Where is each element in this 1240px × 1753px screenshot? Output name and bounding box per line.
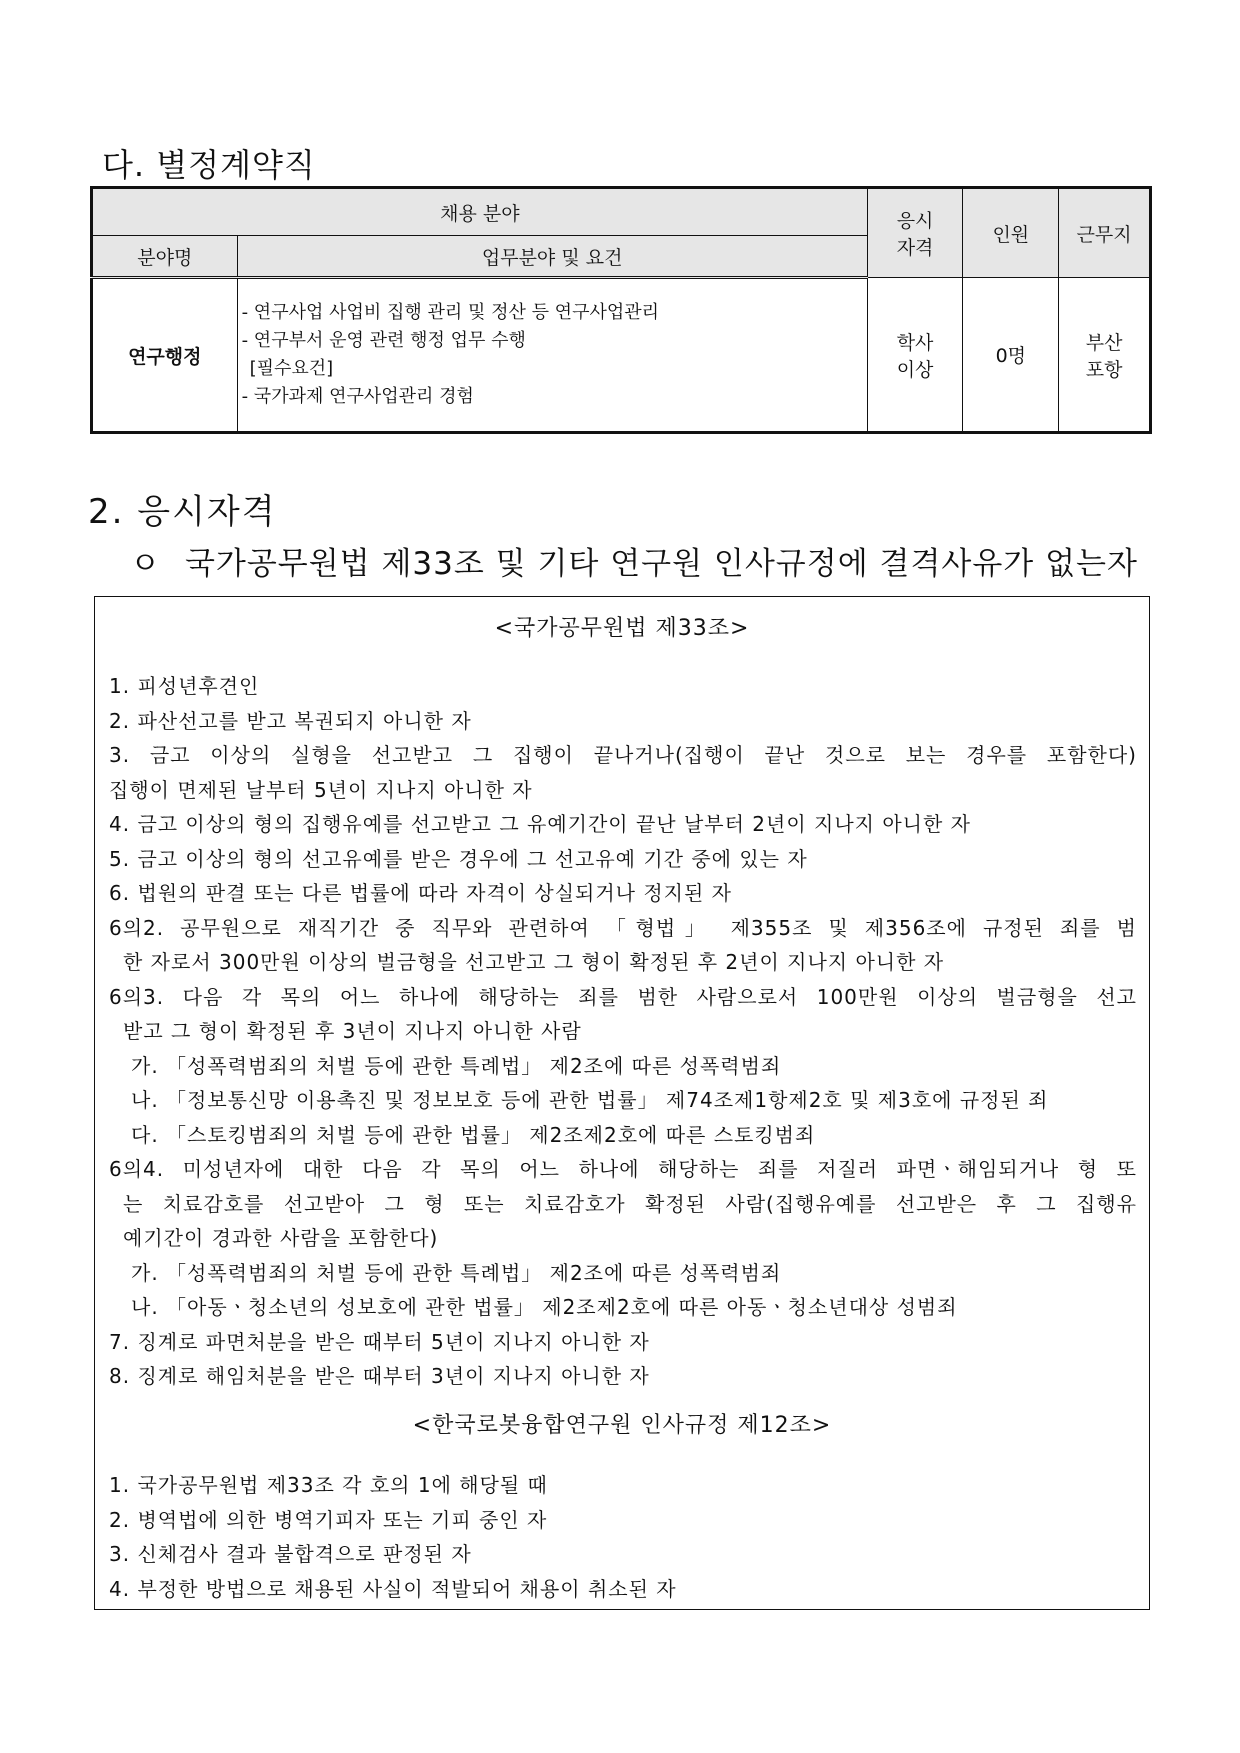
list-item: 6의3. 다음 각 목의 어느 하나에 해당하는 죄를 범한 사람으로서 100만원 이상의 벌금형을 선고 — [109, 984, 1137, 1009]
header-field-name: 분야명 — [92, 236, 238, 278]
regulation-item-list — [109, 1468, 1137, 1606]
list-item: 8. 징계로 해임처분을 받은 때부터 3년이 지나지 아니한 자 — [109, 1364, 650, 1388]
list-item: 4. 부정한 방법으로 채용된 사실이 적발되어 채용이 취소된 자 — [109, 1576, 677, 1601]
list-item: 6의4. 미성년자에 대한 다음 각 목의 어느 하나에 해당하는 죄를 저질러 파면ㆍ해임되거나 형 또 — [109, 1157, 1137, 1181]
list-item: 6의2. 공무원으로 재직기간 중 직무와 관련하여 「형법」 제355조 및 제356조에 규정된 죄를 범 — [109, 915, 1137, 940]
location-cell — [1059, 278, 1151, 433]
list-item: 다. 「스토킹범죄의 처벌 등에 관한 법률」 제2조제2호에 따른 스토킹범죄 — [131, 1122, 816, 1147]
header-location: 근무지 — [1059, 188, 1151, 278]
qualification-cell — [867, 278, 963, 433]
field-name-cell: 연구행정 — [92, 278, 238, 433]
list-item: 7. 징계로 파면처분을 받은 때부터 5년이 지나지 아니한 자 — [109, 1329, 650, 1354]
duty-line: - 연구부서 운영 관련 행정 업무 수행 — [241, 330, 526, 351]
duty-line: - 국가과제 연구사업관리 경험 — [241, 386, 474, 407]
law-title-public-officials-act: <국가공무원법 제33조> — [494, 616, 750, 641]
list-item: 는 치료감호를 선고받아 그 형 또는 치료감호가 확정된 사람(집행유예를 선고받은 후 그 집행유 — [123, 1191, 1137, 1216]
header-headcount: 인원 — [963, 188, 1059, 278]
list-item: 가. 「성폭력범죄의 처벌 등에 관한 특례법」 제2조에 따른 성폭력범죄 — [131, 1053, 782, 1078]
duty-line: - 연구사업 사업비 집행 관리 및 정산 등 연구사업관리 — [241, 302, 660, 323]
headcount-cell: 0명 — [963, 278, 1059, 433]
list-item: 5. 금고 이상의 형의 선고유예를 받은 경우에 그 선고유예 기간 중에 있는 자 — [109, 846, 808, 871]
list-item: 6. 법원의 판결 또는 다른 법률에 따라 자격이 상실되거나 정지된 자 — [109, 881, 732, 905]
law-item-list — [109, 669, 1137, 1394]
duty-requirement-label: [필수요건] — [249, 358, 334, 379]
list-item: 한 자로서 300만원 이상의 벌금형을 선고받고 그 형이 확정된 후 2년이 지나지 아니한 자 — [123, 950, 945, 974]
list-item: 받고 그 형이 확정된 후 3년이 지나지 아니한 사람 — [123, 1019, 582, 1043]
list-item: 집행이 면제된 날부터 5년이 지나지 아니한 자 — [109, 777, 533, 802]
disqualification-box — [94, 596, 1150, 1610]
list-item: 나. 「정보통신망 이용촉진 및 정보보호 등에 관한 법률」 제74조제1항제2호 및 제3호에 규정된 죄 — [131, 1088, 1049, 1112]
list-item: 1. 피성년후견인 — [109, 674, 260, 698]
qualification-line2: 이상 — [896, 358, 934, 381]
header-qualification-line2: 자격 — [896, 237, 934, 259]
criteria-line — [130, 538, 1138, 583]
qualification-line1: 학사 — [896, 331, 934, 354]
list-item: 3. 신체검사 결과 불합격으로 판정된 자 — [109, 1542, 472, 1566]
list-item: 3. 금고 이상의 실형을 선고받고 그 집행이 끝나거나(집행이 끝난 것으로 보는 경우를 포함한다) — [109, 743, 1137, 767]
header-recruitment-field: 채용 분야 — [92, 188, 868, 236]
recruitment-table — [90, 186, 1152, 434]
header-qualification — [867, 188, 963, 278]
section-heading: 다. 별정계약직 — [102, 146, 316, 184]
list-item: 나. 「아동ㆍ청소년의 성보호에 관한 법률」 제2조제2호에 따른 아동ㆍ청소년대상 성범죄 — [131, 1295, 958, 1319]
header-duties: 업무분야 및 요건 — [237, 236, 867, 278]
location-line1: 부산 — [1085, 331, 1123, 354]
main-heading: 2. 응시자격 — [88, 492, 277, 532]
list-item: 1. 국가공무원법 제33조 각 호의 1에 해당될 때 — [109, 1473, 548, 1497]
table-row — [92, 278, 1151, 433]
header-qualification-line1: 응시 — [896, 210, 934, 232]
duties-cell — [237, 278, 867, 433]
list-item: 예기간이 경과한 사람을 포함한다) — [123, 1226, 439, 1250]
criteria-text: 국가공무원법 제33조 및 기타 연구원 인사규정에 결격사유가 없는자 — [184, 546, 1138, 582]
criteria-bullet: ㅇ — [130, 546, 161, 582]
list-item: 4. 금고 이상의 형의 집행유예를 선고받고 그 유예기간이 끝난 날부터 2년이 지나지 아니한 자 — [109, 812, 971, 836]
list-item: 2. 파산선고를 받고 복권되지 아니한 자 — [109, 708, 472, 733]
list-item: 2. 병역법에 의한 병역기피자 또는 기피 중인 자 — [109, 1507, 548, 1532]
location-line2: 포항 — [1085, 358, 1123, 381]
list-item: 가. 「성폭력범죄의 처벌 등에 관한 특례법」 제2조에 따른 성폭력범죄 — [131, 1260, 782, 1285]
law-title-institute-regulation: <한국로봇융합연구원 인사규정 제12조> — [412, 1413, 832, 1438]
